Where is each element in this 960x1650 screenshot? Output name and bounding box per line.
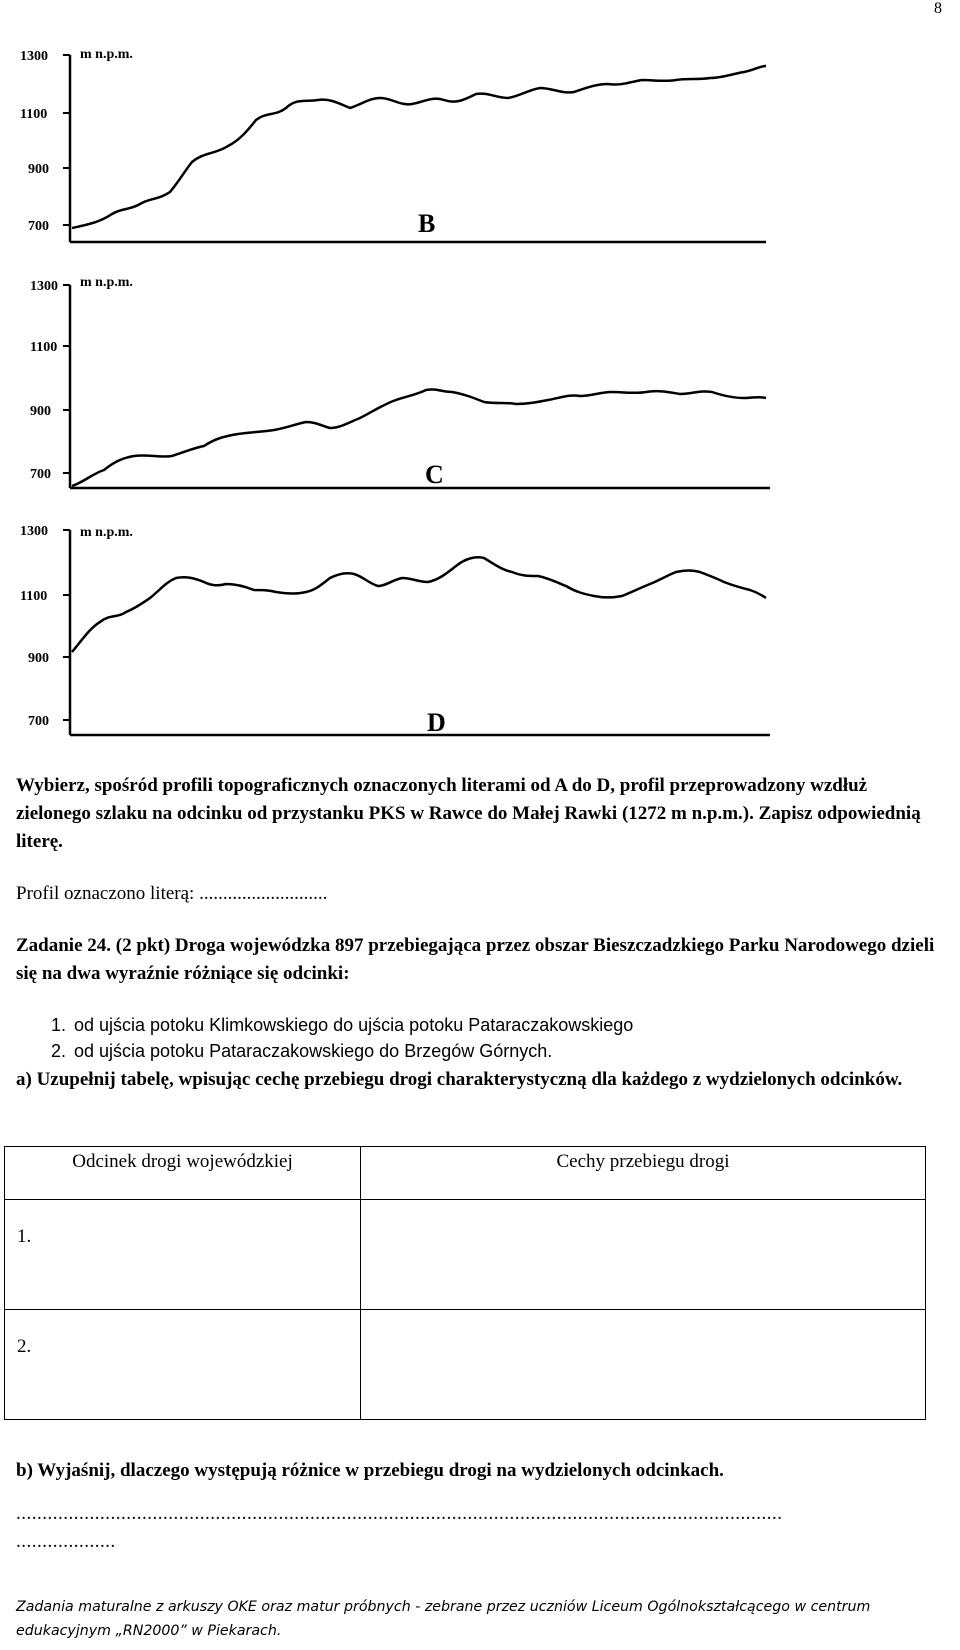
profile-c [30,275,770,489]
profile-b [20,47,766,242]
table-row [5,1310,926,1420]
table-header-features: Cechy przebiegu drogi [361,1147,926,1200]
list-item [36,1012,633,1038]
answer-line: Profil oznaczono literą: ........................... [16,883,328,904]
segment-text: od ujścia potoku Pataraczakowskiego do Brzegów Górnych. [74,1041,553,1061]
profile-d-unit: m n.p.m. [80,525,133,540]
answer-dots[interactable] [16,1500,783,1556]
profile-c-ytick-700: 700 [30,467,51,482]
profile-b-line [72,66,766,228]
row-number: 1. [17,1226,32,1247]
profile-c-unit: m n.p.m. [80,275,133,290]
profile-d-ytick-1100: 1100 [20,589,48,604]
table-cell-segment [5,1200,361,1310]
profile-c-ytick-900: 900 [30,404,51,419]
profile-c-label: C [425,460,444,489]
task-24-title: Zadanie 24. [16,935,112,956]
table-cell-segment [5,1310,361,1420]
profile-b-ytick-1300: 1300 [20,49,48,64]
profile-b-label: B [418,209,436,238]
table-row [5,1200,926,1310]
segment-number: 1. [50,1015,66,1035]
task-24-text: (2 pkt) Droga wojewódzka 897 przebiegająca przez obszar Bieszczadzkiego Parku Narodowego dzieli się na dwa wyraźnie różniące się odcinki: [16,935,935,984]
segment-list [36,1012,633,1064]
table-cell-answer[interactable] [361,1310,926,1420]
dots-line-1: .................................................................................................................................................. [16,1503,783,1524]
task-part-b: b) Wyjaśnij, dlaczego występują różnice w przebiegu drogi na wydzielonych odcinkach. [16,1460,724,1481]
profile-d-label: D [427,708,446,737]
profile-b-unit: m n.p.m. [80,47,133,62]
profile-d-ytick-700: 700 [28,714,49,729]
profile-c-ytick-1100: 1100 [30,340,58,355]
page-number: 8 [934,0,942,17]
page-footer: Zadania maturalne z arkuszy OKE oraz matur próbnych - zebrane przez uczniów Liceum Ogólnokształcącego w centrum edukacyjnym „RN2000” w Piekarach. [16,1599,871,1639]
task-24-heading [16,932,946,988]
profile-d-ytick-900: 900 [28,651,49,666]
segment-text: od ujścia potoku Klimkowskiego do ujścia potoku Pataraczakowskiego [74,1015,634,1035]
table-cell-answer[interactable] [361,1200,926,1310]
table-header-segment: Odcinek drogi wojewódzkiej [5,1147,361,1200]
profile-c-ytick-1300: 1300 [30,279,58,294]
segment-number: 2. [50,1041,66,1061]
answer-table [4,1146,926,1420]
profile-d-line [72,557,766,652]
profile-b-ytick-700: 700 [28,219,49,234]
topographic-profiles [0,0,960,760]
row-number: 2. [17,1336,32,1357]
profile-c-line [72,389,766,486]
question-intro: Wybierz, spośród profili topograficznych oznaczonych literami od A do D, profil przeprowadzony wzdłuż zielonego szlaku na odcinku od przystanku PKS w Rawce do Małej Rawki (1272 m n.p.m.). Zapisz odpowiednią literę. [16,775,921,852]
profile-d-ytick-1300: 1300 [20,524,48,539]
dots-line-2: ................... [16,1531,116,1552]
table-header-row [5,1147,926,1200]
task-part-a: a) Uzupełnij tabelę, wpisując cechę przebiegu drogi charakterystyczną dla każdego z wydzielonych odcinków. [16,1069,903,1090]
list-item [36,1038,633,1064]
profile-d [20,524,770,737]
profile-b-ytick-1100: 1100 [20,107,48,122]
profile-b-ytick-900: 900 [28,162,49,177]
